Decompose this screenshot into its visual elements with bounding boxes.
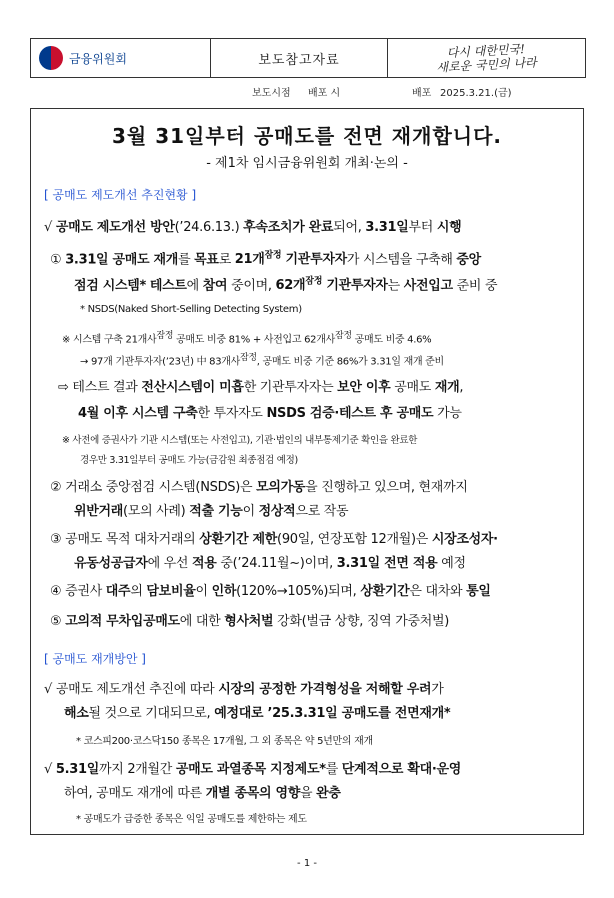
paragraph: 하여, 공매도 재개에 따른 개별 종목의 영향을 완충 [64,786,341,801]
paragraph: ④ 증권사 대주의 담보비율이 인하(120%→105%)되며, 상환기간은 대차와 통일 [50,584,491,599]
paragraph: ※ 시스템 구축 21개사$^{잠정}$ 공매도 비중 81% + 사전입고 62개사$^{잠정}$ 공매도 비중 4.6% [62,331,432,346]
paragraph: 4월 이후 시스템 구축한 투자자도 NSDS 검증·테스트 후 공매도 가능 [78,406,462,421]
slogan-line1: 다시 대한민국! [446,41,526,61]
page-title: 3월 31일부터 공매도를 전면 재개합니다. [112,124,502,148]
page-subtitle: - 제1차 임시금융위원회 개최·논의 - [206,156,408,171]
paragraph: ⑤ 고의적 무차입공매도에 대한 형사처벌 강화(벌금 상향, 징역 가중처벌) [50,614,450,629]
paragraph: 경우만 3.31일부터 공매도 가능(금감원 최종점검 예정) [80,455,298,466]
government-emblem-icon [39,46,63,70]
paragraph: 해소될 것으로 기대되므로, 예정대로 ’25.3.31일 공매도를 전면재개* [64,706,451,721]
release-date: 2025.3.21.(금) [440,88,512,99]
paragraph: ※ 사전에 증권사가 기관 시스템(또는 사전입고), 기관·법인의 내부통제기준 확인을 완료한 [62,435,418,446]
paragraph: √ 5.31일까지 2개월간 공매도 과열종목 지정제도*를 단계적으로 확대·운영 [44,762,461,777]
org-name: 금융위원회 [69,51,127,66]
section-heading-resumption: [ 공매도 재개방안 ] [44,652,146,666]
paragraph: ③ 공매도 목적 대차거래의 상환기간 제한(90일, 연장포함 12개월)은 시장조성자· [50,532,498,547]
paragraph: √ 공매도 제도개선 방안(’24.6.13.) 후속조치가 완료되어, 3.31일부터 시행 [44,220,462,235]
page-number: - 1 - [297,858,317,869]
paragraph: 위반거래(모의 사례) 적출 기능이 정상적으로 작동 [74,504,349,519]
release-label: 배포 [412,88,432,99]
paragraph: 점검 시스템* 테스트에 참여 중이며, 62개$^{잠정}$ 기관투자자는 사전입고 준비 중 [74,277,498,294]
embargo-value: 배포 시 [308,88,341,99]
paragraph: √ 공매도 제도개선 추진에 따라 시장의 공정한 가격형성을 저해할 우려가 [44,682,444,697]
embargo-label: 보도시점 [252,88,291,99]
header-table [30,38,586,78]
paragraph: * 코스피200·코스닥150 종목은 17개월, 그 외 종목은 약 5년만의 재개 [76,736,373,747]
header-org-cell [31,39,211,77]
paragraph: ② 거래소 중앙점검 시스템(NSDS)은 모의가동을 진행하고 있으며, 현재까지 [50,480,468,495]
paragraph: * 공매도가 급증한 종목은 익일 공매도를 제한하는 제도 [76,814,307,825]
paragraph: ⇨ 테스트 결과 전산시스템이 미흡한 기관투자자는 보안 이후 공매도 재개, [58,380,464,395]
doc-type: 보도참고자료 [211,39,388,77]
paragraph: → 97개 기관투자자(’23년) 中 83개사$^{잠정}$, 공매도 비중 기준 86%가 3.31일 재개 준비 [80,353,444,368]
slogan-line2: 새로운 국민의 나라 [436,55,538,75]
slogan [388,39,585,77]
paragraph: 유동성공급자에 우선 적용 중(’24.11월~)이며, 3.31일 전면 적용 예정 [74,556,466,571]
paragraph: * NSDS(Naked Short-Selling Detecting System) [80,304,302,315]
section-heading-status: [ 공매도 제도개선 추진현황 ] [44,188,197,202]
paragraph: ① 3.31일 공매도 재개를 목표로 21개$^{잠정}$ 기관투자자가 시스템을 구축해 중앙 [50,251,481,268]
